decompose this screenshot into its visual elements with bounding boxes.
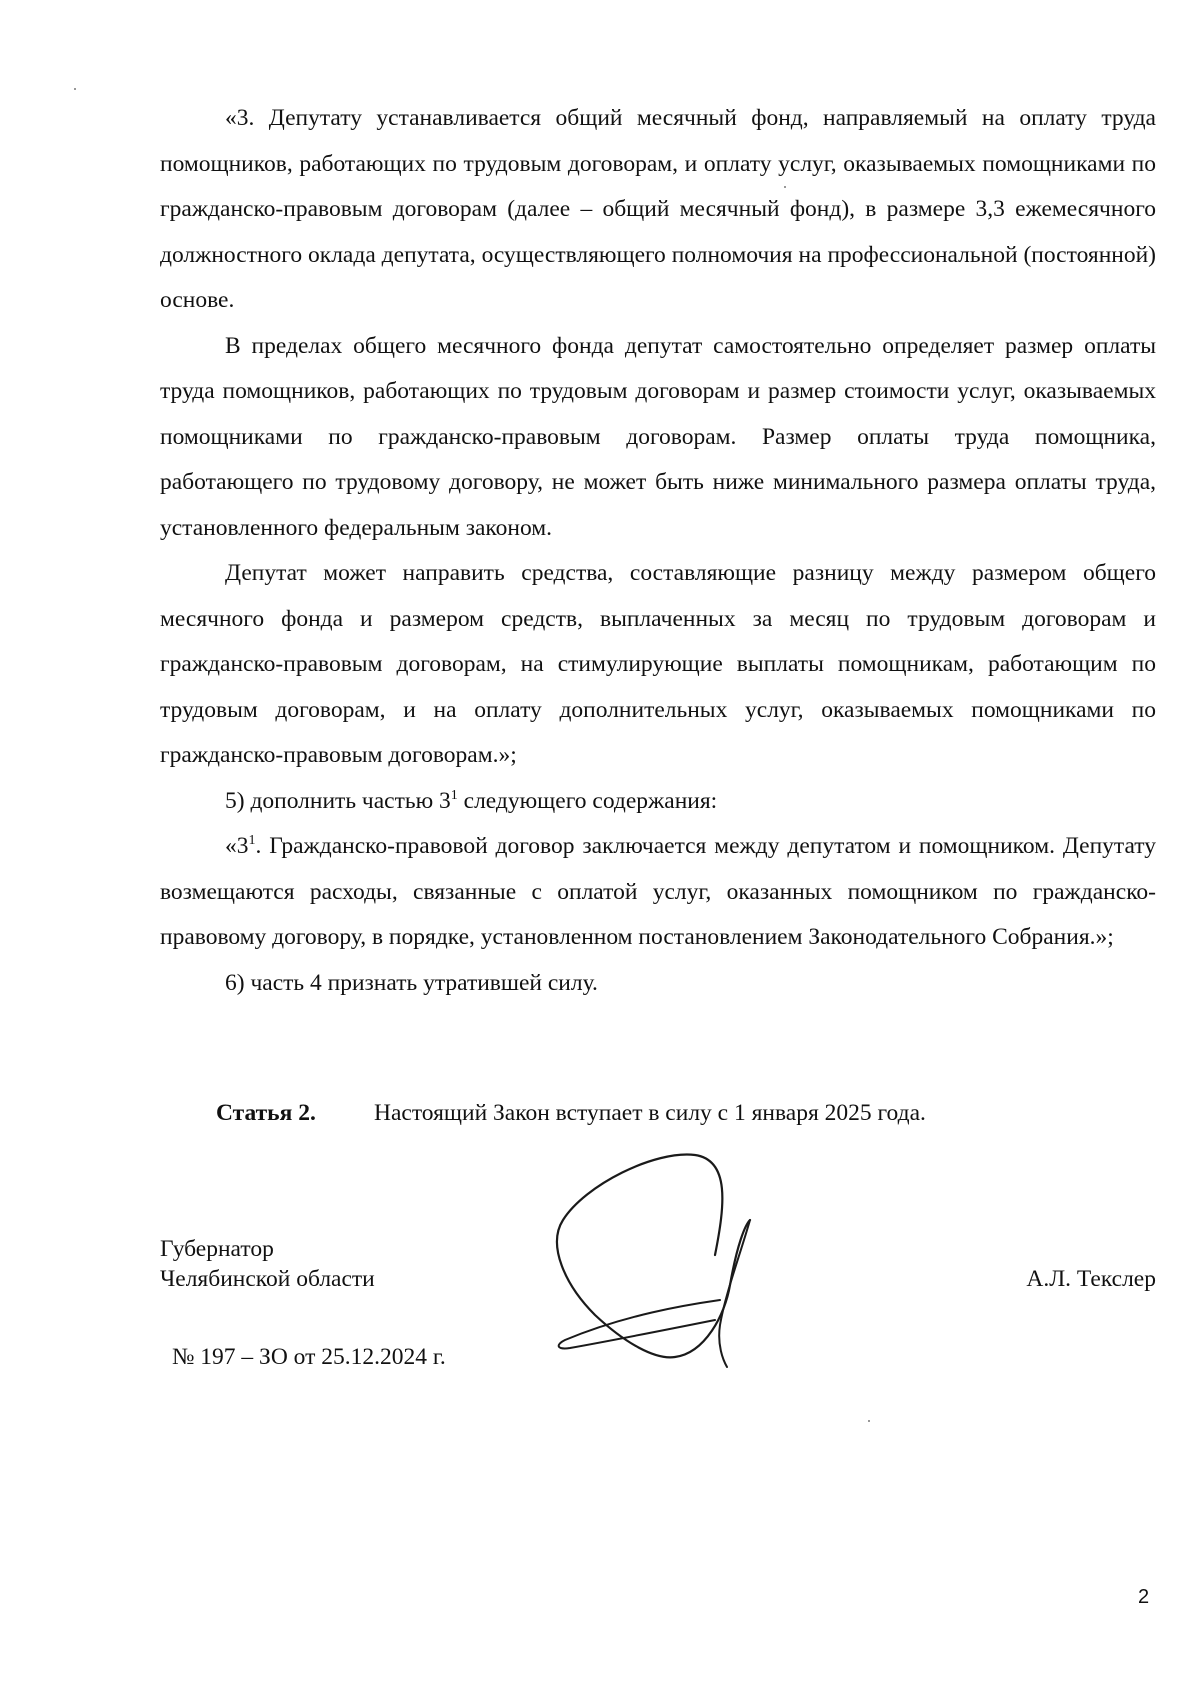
scan-speck: [74, 88, 76, 90]
article-2: [216, 1098, 1116, 1128]
paragraph-monthly-fund-limits: [160, 324, 1156, 552]
scan-speck: [868, 1420, 870, 1422]
paragraph-part-3-1: [160, 824, 1156, 961]
document-body: [160, 96, 1156, 1006]
paragraph-remaining-funds: [160, 551, 1156, 779]
paragraph-text: В пределах общего месячного фонда депутат самостоятельно определяет размер оплаты труда помощников, работающих по трудовым договорам и размер стоимости услуг, оказываемых помощниками по гражданско-правовым договорам. Размер оплаты труда помощника, работающего по трудовому договору, не может быть ниже минимального размера оплаты труда, установленного федеральным законом.: [160, 332, 1156, 541]
superscript: 1: [450, 787, 458, 803]
paragraph-item-5: [160, 779, 1156, 825]
signer-title: [160, 1234, 375, 1294]
paragraph-text: «3: [225, 833, 249, 859]
signer-name: А.Л. Текслер: [1026, 1266, 1156, 1292]
signer-title-line-1: Губернатор: [160, 1236, 274, 1262]
handwritten-signature: [545, 1145, 785, 1370]
paragraph-text: . Гражданско-правовой договор заключается между депутатом и помощником. Депутату возмещаются расходы, связанные с оплатой услуг, оказанных помощником по гражданско-правовому договору, в порядке, установленном постановлением Законодательного Собрания.»;: [160, 833, 1156, 950]
paragraph-text: 6) часть 4 признать утратившей силу.: [225, 969, 598, 996]
scan-speck: [784, 186, 786, 188]
page-number: 2: [1138, 1586, 1150, 1608]
paragraph-text: 5) дополнить частью 3: [225, 787, 451, 814]
paragraph-text: следующего содержания:: [457, 787, 718, 814]
paragraph-item-6: [160, 961, 1156, 1007]
paragraph-text: Депутат может направить средства, составляющие разницу между размером общего месячного фонда и размером средств, выплаченных за месяц по трудовым договорам и гражданско-правовым договорам, на стимулирующие выплаты помощникам, работающим по трудовым договорам, и на оплату дополнительных услуг, оказываемых помощниками по гражданско-правовым договорам.»;: [160, 560, 1156, 768]
article-text: Настоящий Закон вступает в силу с 1 января 2025 года.: [374, 1100, 926, 1126]
article-label: Статья 2.: [216, 1100, 316, 1126]
paragraph-amendment-part-3: [160, 96, 1156, 324]
signer-title-line-2: Челябинской области: [160, 1266, 375, 1292]
law-number: № 197 – ЗО от 25.12.2024 г.: [172, 1344, 446, 1370]
paragraph-text: «3. Депутату устанавливается общий месячный фонд, направляемый на оплату труда помощников, работающих по трудовым договорам, и оплату услуг, оказываемых помощниками по гражданско-правовым договорам (далее – общий месячный фонд), в размере 3,3 ежемесячного должностного оклада депутата, осуществляющего полномочия на профессиональной (постоянной) основе.: [160, 105, 1156, 313]
superscript: 1: [248, 833, 256, 848]
